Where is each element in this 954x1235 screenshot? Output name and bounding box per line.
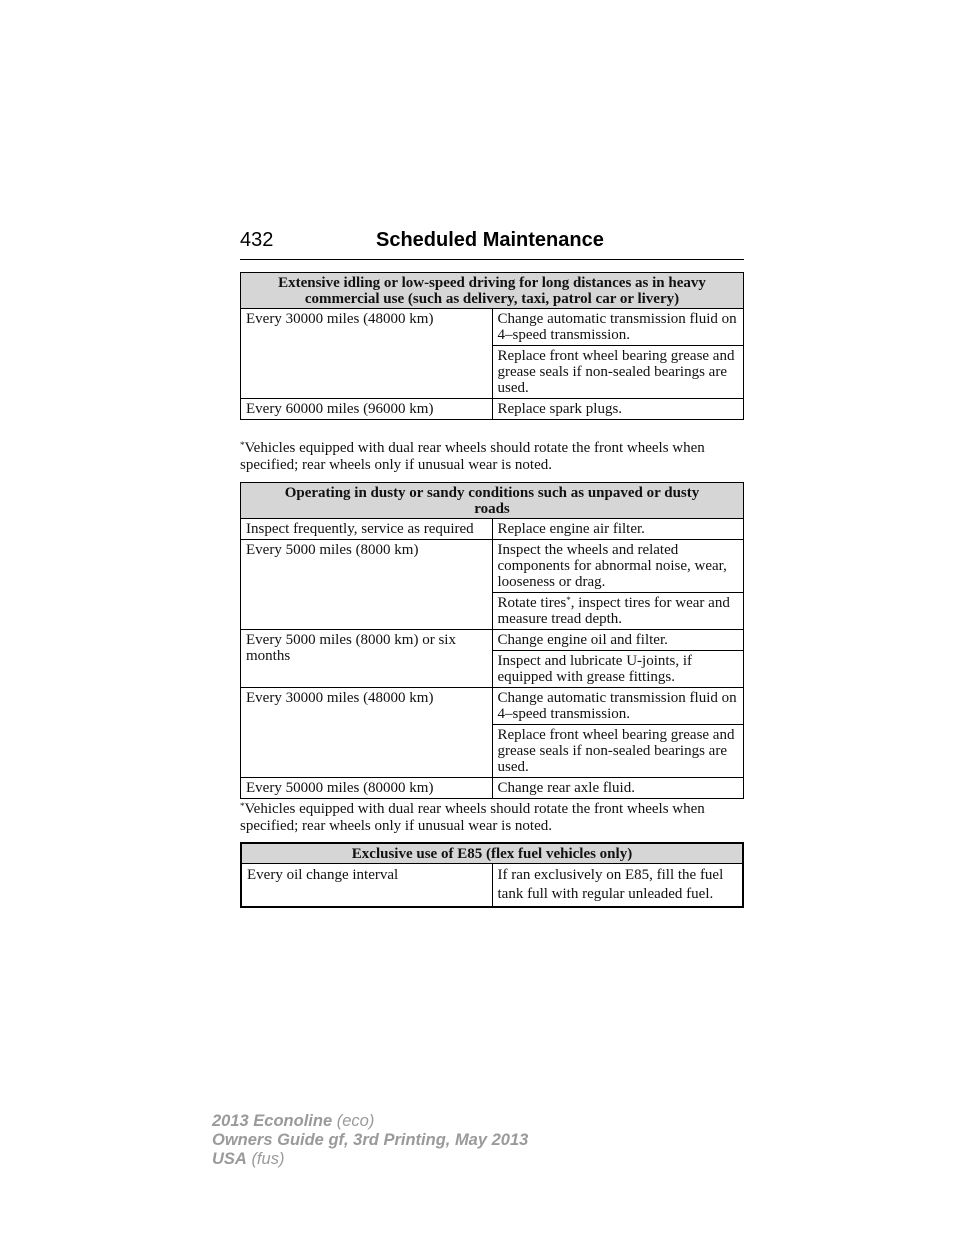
interval-cell: Every 30000 miles (48000 km) [241, 688, 493, 778]
task-cell: Replace front wheel bearing grease and grease seals if non-sealed bearings are used. [492, 725, 744, 778]
table-row [241, 864, 743, 908]
footer-market: USA [212, 1150, 247, 1168]
table-row [241, 778, 744, 799]
footer-market-code: (fus) [251, 1150, 285, 1168]
footer-model-code: (eco) [336, 1112, 375, 1130]
task-cell: Change automatic transmission fluid on 4–speed transmission. [492, 688, 744, 725]
table-heading: Operating in dusty or sandy conditions such as unpaved or dusty roads [241, 483, 744, 519]
page-footer [212, 1112, 528, 1169]
table-heading: Exclusive use of E85 (flex fuel vehicles only) [241, 843, 743, 864]
table-row [241, 519, 744, 540]
footnote-marker: * [240, 801, 245, 811]
table-heading: Extensive idling or low-speed driving for long distances as in heavy commercial use (such as delivery, taxi, patrol car or livery) [241, 273, 744, 309]
table-heading-row [241, 483, 744, 519]
footer-guide: Owners Guide gf, 3rd Printing, May 2013 [212, 1131, 529, 1149]
interval-cell: Every 5000 miles (8000 km) or six months [241, 630, 493, 688]
footnote [240, 801, 744, 835]
task-cell: Change automatic transmission fluid on 4–speed transmission. [492, 309, 744, 346]
table-row [241, 630, 744, 651]
footnote-text: Vehicles equipped with dual rear wheels should rotate the front wheels when specified; rear wheels only if unusual wear is noted. [240, 801, 705, 834]
table-heading-row [241, 843, 743, 864]
footer-line-market [212, 1150, 528, 1169]
interval-cell: Every 30000 miles (48000 km) [241, 309, 493, 399]
footer-model: 2013 Econoline [212, 1112, 333, 1130]
task-cell: Inspect and lubricate U-joints, if equipped with grease fittings. [492, 651, 744, 688]
task-cell: Replace spark plugs. [492, 399, 744, 420]
rotate-tires-text: Rotate tires [497, 595, 567, 611]
table-row [241, 399, 744, 420]
page-title: Scheduled Maintenance [376, 229, 604, 251]
footer-line-model [212, 1112, 528, 1131]
table-row [241, 309, 744, 346]
task-cell: Change engine oil and filter. [492, 630, 744, 651]
page-header [240, 229, 744, 260]
task-cell [492, 593, 744, 630]
rotate-tires-text-rest: , inspect tires for wear and measure tread depth. [497, 595, 730, 627]
table-row [241, 540, 744, 593]
interval-cell: Every 5000 miles (8000 km) [241, 540, 493, 630]
footnote-marker: * [566, 595, 571, 605]
task-cell: If ran exclusively on E85, fill the fuel tank full with regular unleaded fuel. [492, 864, 743, 908]
interval-cell: Inspect frequently, service as required [241, 519, 493, 540]
task-cell: Replace engine air filter. [492, 519, 744, 540]
maintenance-table-dusty [240, 482, 744, 799]
footnote-text: Vehicles equipped with dual rear wheels should rotate the front wheels when specified; rear wheels only if unusual wear is noted. [240, 440, 705, 473]
task-cell: Change rear axle fluid. [492, 778, 744, 799]
table-heading-row [241, 273, 744, 309]
page-number: 432 [240, 229, 274, 251]
table-row [241, 688, 744, 725]
interval-cell: Every 50000 miles (80000 km) [241, 778, 493, 799]
footnote-marker: * [240, 440, 245, 450]
task-cell: Replace front wheel bearing grease and grease seals if non-sealed bearings are used. [492, 346, 744, 399]
task-cell: Inspect the wheels and related components for abnormal noise, wear, looseness or drag. [492, 540, 744, 593]
maintenance-table-e85 [240, 842, 744, 908]
interval-cell: Every oil change interval [241, 864, 492, 908]
interval-cell: Every 60000 miles (96000 km) [241, 399, 493, 420]
footnote [240, 440, 744, 474]
maintenance-table-idling [240, 272, 744, 420]
